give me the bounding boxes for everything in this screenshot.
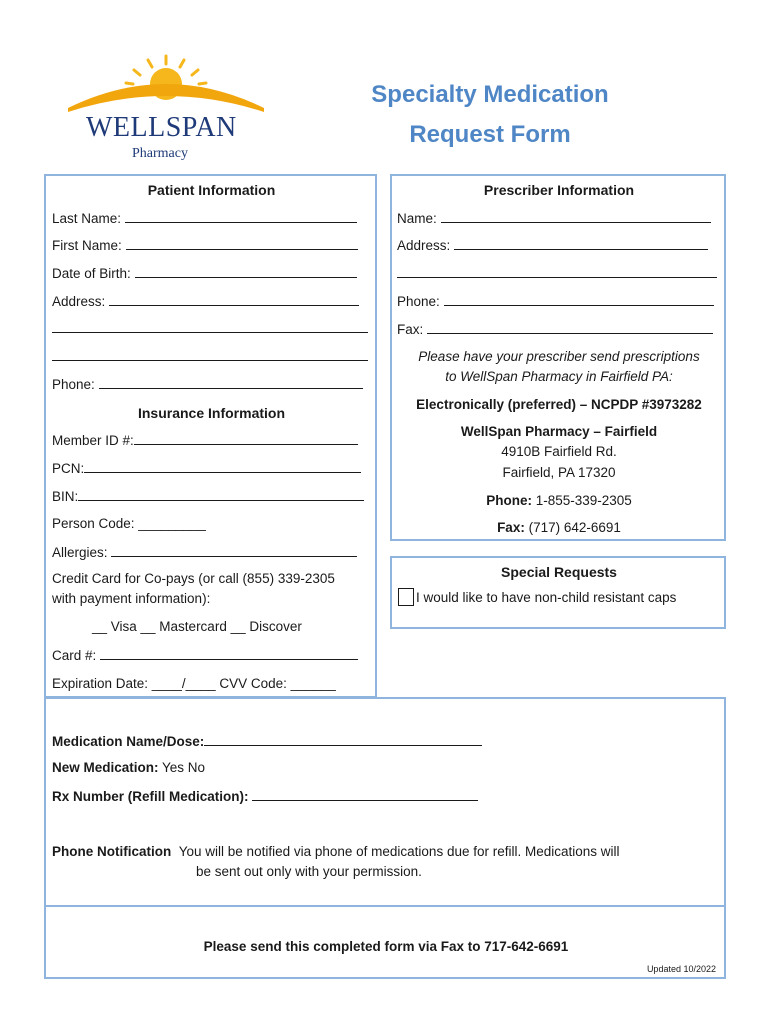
footer-section	[44, 905, 726, 979]
pharmacy-name: WellSpan Pharmacy – Fairfield	[460, 424, 658, 439]
electronic-ncpdp: Electronically (preferred) – NCPDP #3973282	[416, 397, 702, 412]
phone-notification	[52, 844, 620, 859]
caps-label: I would like to have non-child resistant caps	[416, 590, 677, 605]
phone-notification-label: Phone Notification	[52, 844, 172, 859]
new-medication-label: New Medication:	[52, 760, 159, 775]
pcn-field[interactable]	[52, 460, 361, 476]
prescriber-note-1: Please have your prescriber send prescriptions	[418, 349, 700, 364]
prescriber-name-label: Name:	[397, 211, 437, 226]
new-medication-options[interactable]: Yes No	[162, 760, 206, 775]
phone-field[interactable]	[52, 376, 363, 392]
first-name-label: First Name:	[52, 238, 122, 253]
prescriber-phone-field[interactable]	[397, 293, 714, 309]
credit-card-note-1: Credit Card for Co-pays (or call (855) 339-2305	[52, 571, 335, 586]
address-line-3[interactable]	[52, 348, 368, 364]
card-number-label: Card #:	[52, 648, 97, 663]
logo-subtitle: Pharmacy	[132, 146, 188, 161]
patient-insurance-section	[44, 174, 377, 698]
updated-date: Updated 10/2022	[646, 964, 716, 974]
address-field[interactable]	[52, 293, 359, 309]
allergies-field[interactable]	[52, 544, 357, 560]
pharmacy-fax-value: (717) 642-6691	[528, 520, 621, 535]
person-code-field[interactable]: Person Code: _________	[52, 516, 206, 531]
first-name-field[interactable]	[52, 237, 358, 253]
patient-heading: Patient Information	[147, 182, 276, 198]
allergies-label: Allergies:	[52, 545, 108, 560]
prescriber-fax-field[interactable]	[397, 321, 713, 337]
logo-wordmark: WELLSPAN	[86, 112, 237, 143]
non-child-caps-option[interactable]	[398, 588, 676, 606]
prescriber-phone-label: Phone:	[397, 294, 440, 309]
prescriber-note-2: to WellSpan Pharmacy in Fairfield PA:	[445, 369, 673, 384]
fax-instruction: Please send this completed form via Fax to 717-642-6691	[203, 939, 569, 954]
dob-field[interactable]	[52, 265, 357, 281]
dob-label: Date of Birth:	[52, 266, 131, 281]
rx-number-field[interactable]	[52, 788, 478, 804]
credit-card-note-2: with payment information):	[52, 591, 211, 606]
medication-name-field[interactable]	[52, 733, 482, 749]
pcn-label: PCN:	[52, 461, 85, 476]
prescriber-section	[390, 174, 726, 541]
card-type-options[interactable]: __ Visa __ Mastercard __ Discover	[92, 619, 302, 634]
prescriber-address-field[interactable]	[397, 237, 708, 253]
bin-field[interactable]	[52, 488, 364, 504]
medication-name-label: Medication Name/Dose:	[52, 734, 205, 749]
prescriber-address-line-2[interactable]	[397, 265, 717, 281]
card-number-field[interactable]	[52, 647, 358, 663]
prescriber-address-label: Address:	[397, 238, 451, 253]
phone-notification-text-1: You will be notified via phone of medications due for refill. Medications will	[178, 844, 620, 859]
last-name-label: Last Name:	[52, 211, 122, 226]
caps-checkbox[interactable]	[398, 588, 414, 606]
form-title-line2: Request Form	[409, 121, 571, 148]
bin-label: BIN:	[52, 489, 79, 504]
pharmacy-phone	[392, 493, 726, 508]
phone-label: Phone:	[52, 377, 95, 392]
prescriber-fax-label: Fax:	[397, 322, 424, 337]
medication-section	[44, 697, 726, 907]
expiration-cvv-field[interactable]: Expiration Date: ____/____ CVV Code: ______	[52, 676, 336, 691]
pharmacy-city: Fairfield, PA 17320	[502, 465, 616, 480]
last-name-field[interactable]	[52, 210, 357, 226]
pharmacy-fax-label: Fax:	[497, 520, 525, 535]
member-id-label: Member ID #:	[52, 433, 134, 448]
form-title-line1: Specialty Medication	[371, 81, 609, 108]
insurance-heading: Insurance Information	[137, 405, 286, 421]
pharmacy-phone-label: Phone:	[486, 493, 532, 508]
pharmacy-street: 4910B Fairfield Rd.	[501, 444, 617, 459]
special-requests-section	[390, 556, 726, 629]
prescriber-heading: Prescriber Information	[483, 182, 635, 198]
new-medication-field[interactable]	[52, 760, 205, 775]
pharmacy-fax	[392, 520, 726, 535]
pharmacy-phone-value: 1-855-339-2305	[535, 493, 632, 508]
address-label: Address:	[52, 294, 106, 309]
special-requests-heading: Special Requests	[501, 564, 617, 580]
rx-number-label: Rx Number (Refill Medication):	[52, 789, 249, 804]
address-line-2[interactable]	[52, 320, 368, 336]
phone-notification-text-2: be sent out only with your permission.	[196, 864, 422, 879]
member-id-field[interactable]	[52, 432, 358, 448]
prescriber-name-field[interactable]	[397, 210, 711, 226]
